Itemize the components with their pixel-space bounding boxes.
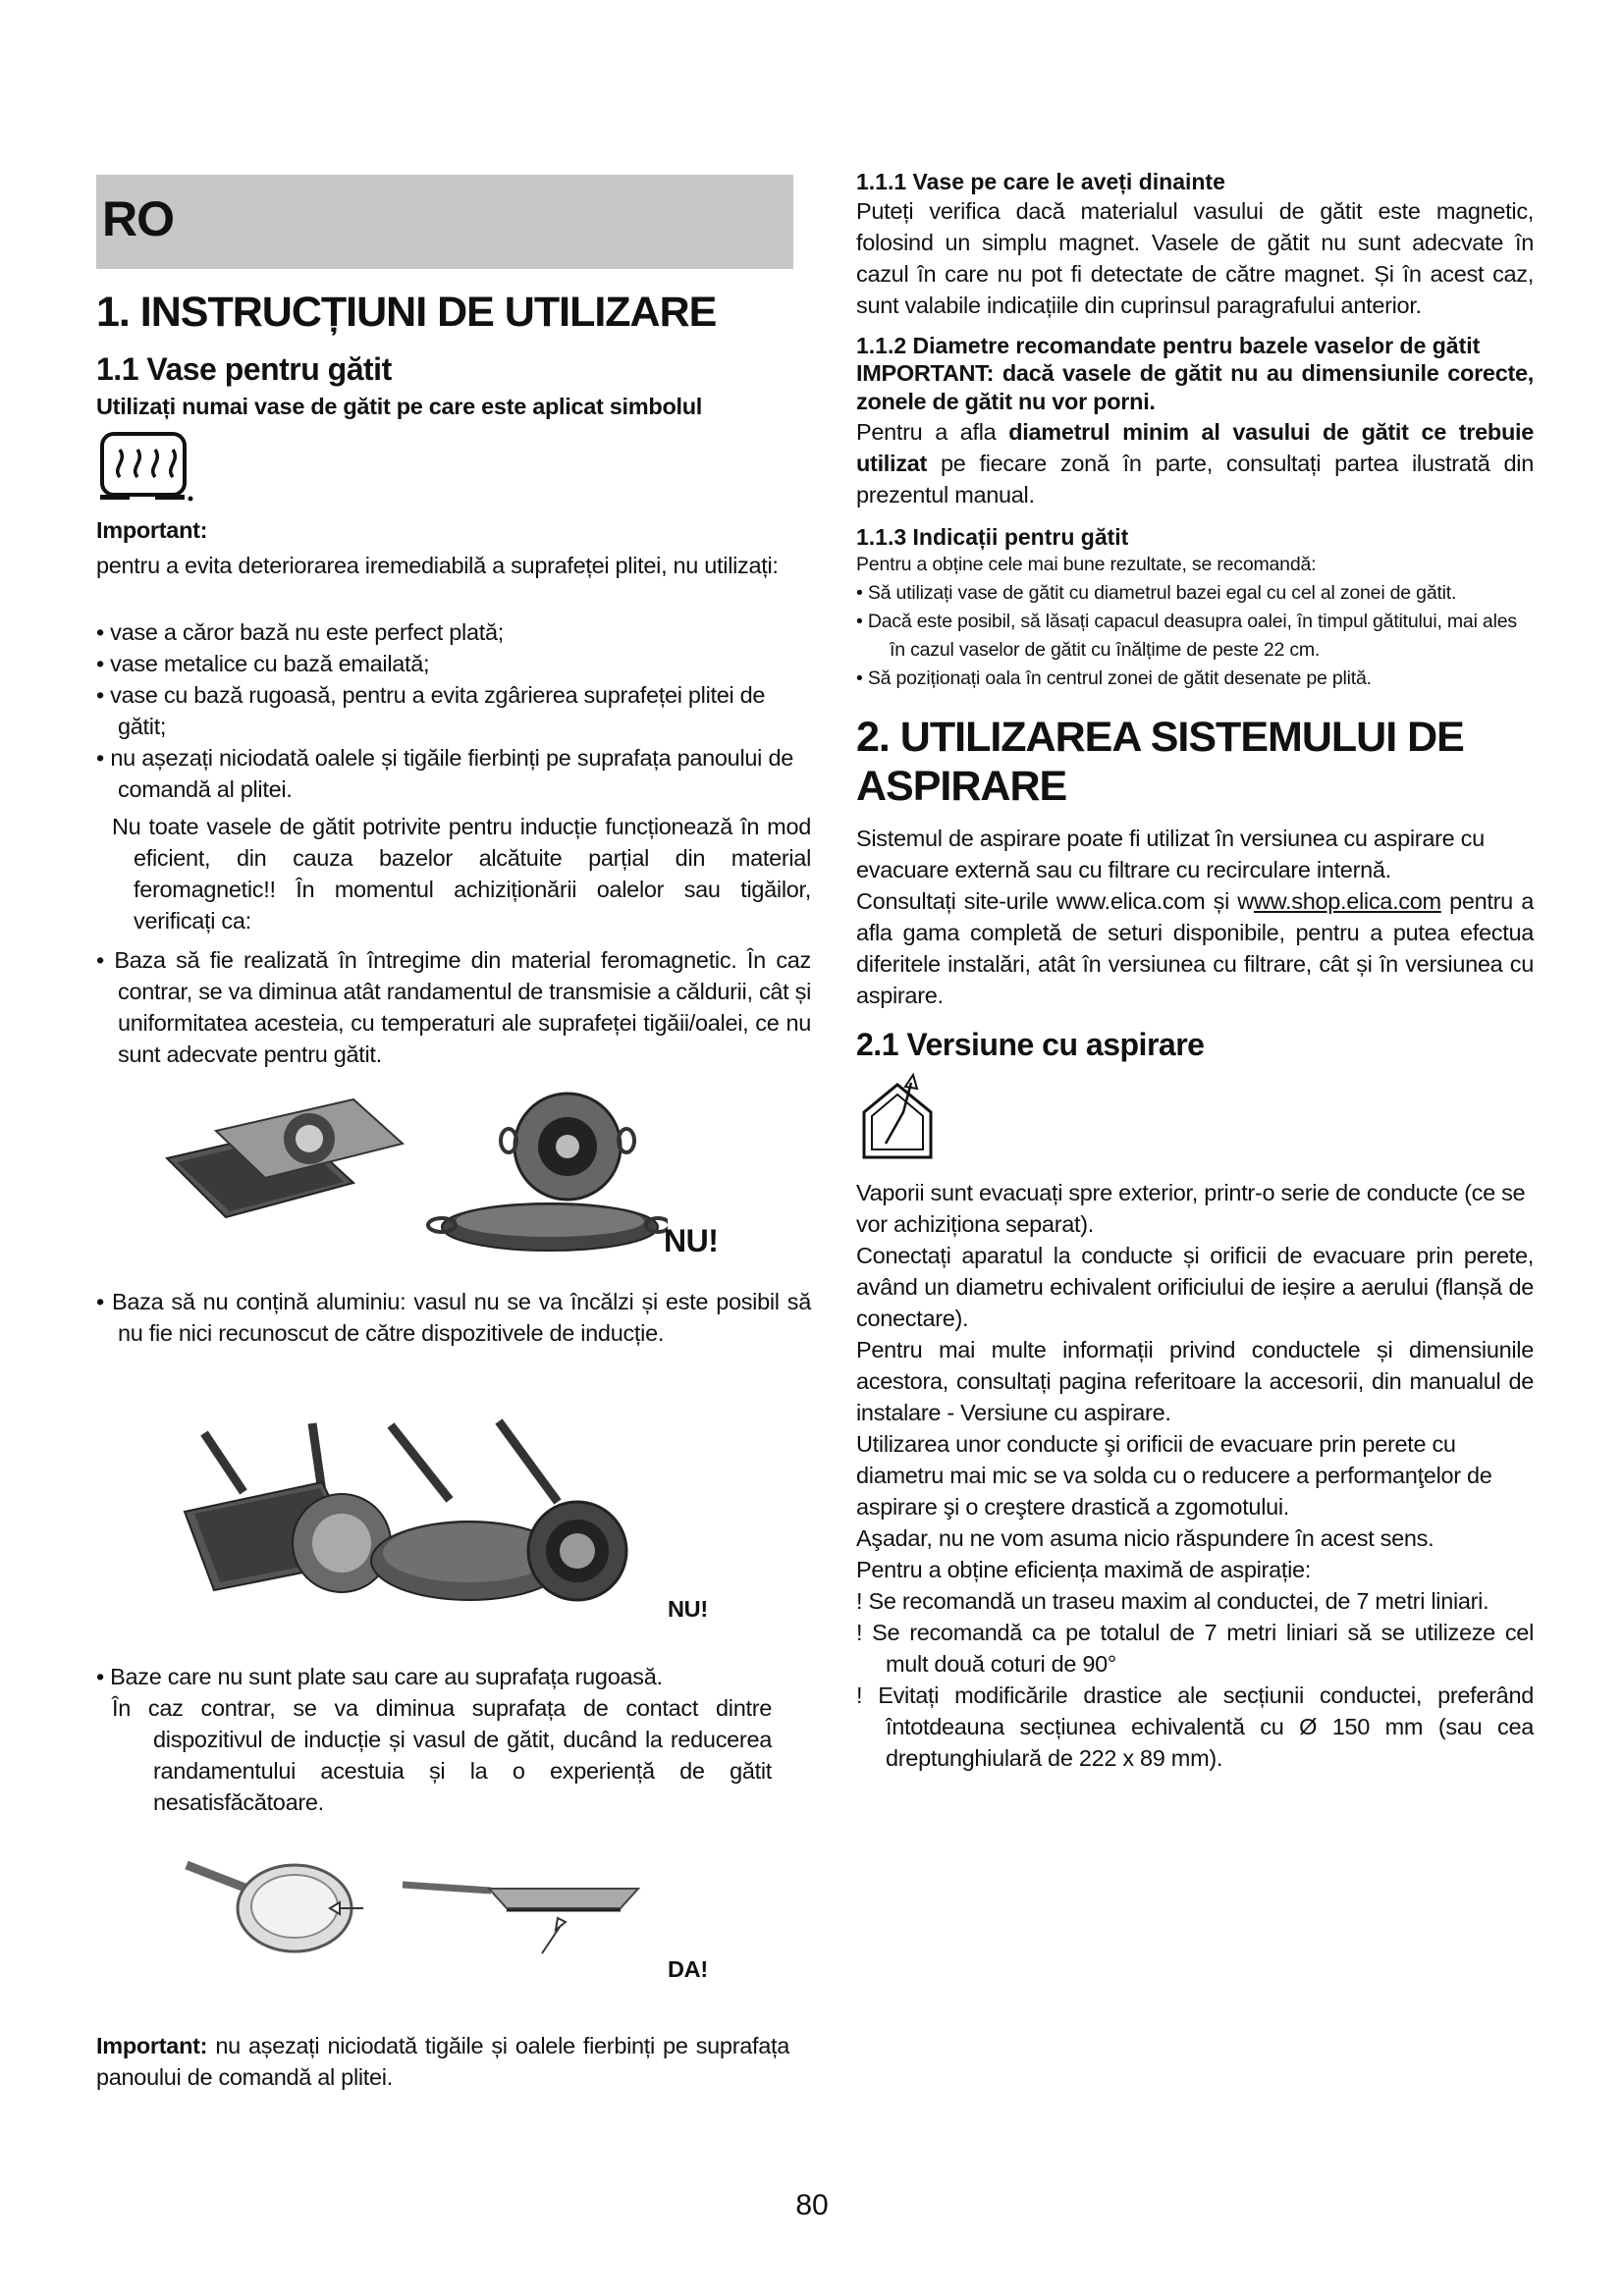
section-2-1-heading: 2.1 Versiune cu aspirare: [856, 1027, 1205, 1062]
important-label: Important:: [96, 517, 208, 543]
section-2-websites: Consultați site-urile www.elica.com și www.shop.elica.com pentru a afla gama completă de seturi disponibile, pentru a putea efectua diferitele instalări, atât în versiunea cu filtrare, cât și în versiunea cu aspirare.: [856, 888, 1534, 1008]
avoid-list: [96, 616, 793, 805]
non-ferromagnetic-cookware-illustration: [157, 1090, 668, 1256]
page-number: 80: [795, 2189, 829, 2221]
nu-label-2: NU!: [668, 1596, 708, 1622]
section-2-1-p4: Utilizarea unor conducte şi orificii de evacuare prin perete cu diametru mai mic se va solda cu o reducere a performanţelor de aspirare şi o creştere drastică a zgomotului.: [856, 1431, 1492, 1520]
flat-base-pan-illustration: [177, 1845, 658, 1973]
section-2-heading: 2. UTILIZAREA SISTEMULUI DE ASPIRARE: [856, 714, 1464, 810]
use-only-text: Utilizați numai vase de gătit pe care este aplicat simbolul: [96, 394, 703, 419]
list-item: • Să poziționați oala în centrul zonei de gătit desenate pe plită.: [856, 667, 1372, 689]
ducted-exhaust-icon: [858, 1073, 937, 1161]
important-text: pentru a evita deteriorarea iremediabilă a suprafeței plitei, nu utilizați:: [96, 553, 779, 578]
flat-base-bullet: • Baze care nu sunt plate sau care au suprafața rugoasă.: [96, 1664, 663, 1689]
flat-base-text: În caz contrar, se va diminua suprafața de contact dintre dispozitivul de inducție și vasul de gătit, ducând la reducerea randamentului acestuia și la o experiență de gătit nesatisfăcătoare.: [112, 1695, 772, 1815]
list-item: • nu așezați niciodată oalele și tigăile fierbinți pe suprafața panoului de comandă al plitei.: [96, 745, 793, 802]
list-item: • vase a căror bază nu este perfect plată;: [96, 619, 504, 645]
aluminium-pans-illustration: [175, 1414, 676, 1610]
section-2-1-p2: Conectați aparatul la conducte și orificii de evacuare prin perete, având un diametru echivalent orificiului de ieșire a aerului (flanșă de conectare).: [856, 1243, 1534, 1331]
pan-side-view-icon: [403, 1885, 638, 1953]
section-1-1-1-text: Puteți verifica dacă materialul vasului de gătit este magnetic, folosind un simplu magnet. Vasele de gătit nu sunt adecvate în cazul în care nu pot fi detectate de către magnet. Și în acest caz, sunt valabile indicațiile din cuprinsul paragrafului anterior.: [856, 198, 1534, 318]
section-2-1-p1: Vaporii sunt evacuați spre exterior, printr-o serie de conducte (ce se vor achiziționa separat).: [856, 1180, 1526, 1237]
section-1-1-1-heading: 1.1.1 Vase pe care le aveți dinainte: [856, 169, 1225, 194]
language-tag: RO: [102, 191, 174, 246]
list-item: • vase metalice cu bază emailată;: [96, 651, 430, 676]
grill-pan-icon: [185, 1423, 391, 1592]
section-1-1-3-intro: Pentru a obține cele mai bune rezultate, se recomandă:: [856, 554, 1317, 575]
list-item: ! Se recomandă un traseu maxim al conductei, de 7 metri liniari.: [856, 1588, 1489, 1614]
list-item: • vase cu bază rugoasă, pentru a evita zgârierea suprafeței plitei de gătit;: [96, 682, 766, 739]
nu-label-1: NU!: [664, 1223, 719, 1258]
section-2-1-p5: Aşadar, nu ne vom asuma nicio răspundere în acest sens.: [856, 1525, 1435, 1551]
not-all-cookware-text: Nu toate vasele de gătit potrivite pentru inducție funcționează în mod eficient, din cauza bazelor alcătuite parțial din material feromagnetic!! În momentul achiziționării oalelor sau tigăilor, verificați ca:: [112, 814, 811, 934]
section-2-intro: Sistemul de aspirare poate fi utilizat în versiunea cu aspirare cu evacuare externă sau cu filtrare cu recirculare internă.: [856, 826, 1485, 882]
list-item: • Să utilizați vase de gătit cu diametrul bazei egal cu cel al zonei de gătit.: [856, 582, 1457, 604]
final-important-label: Important:: [96, 2033, 208, 2058]
frying-pan-icon: [371, 1421, 626, 1600]
section-1-1-heading: 1.1 Vase pentru gătit: [96, 351, 392, 387]
section-1-1-2-heading: 1.1.2 Diametre recomandate pentru bazele vaselor de gătit: [856, 333, 1481, 358]
section-1-1-2-important: IMPORTANT: dacă vasele de gătit nu au dimensiunile corecte, zonele de gătit nu vor porni.: [856, 360, 1534, 414]
section-1-1-3-heading: 1.1.3 Indicații pentru gătit: [856, 524, 1129, 550]
shop-link[interactable]: ww.shop.elica.com: [1253, 888, 1441, 914]
aluminium-bullet: • Baza să nu conțină aluminiu: vasul nu se va încălzi și este posibil să nu fie nici recunoscut de către dispozitivele de inducție.: [96, 1289, 811, 1346]
base-requirement-bullet: • Baza să fie realizată în întregime din material feromagnetic. În caz contrar, se va diminua atât randamentul de transmisie a căldurii, cât și uniformitatea acesteia, cu temperaturi ale suprafeței tigăii/oalei, ce nu sunt adecvate pentru gătit.: [96, 947, 811, 1067]
section-1-1-2-text: Pentru a afla diametrul minim al vasului de gătit ce trebuie utilizat pe fiecare zonă în parte, consultați partea ilustrată din prezentul manual.: [856, 419, 1535, 507]
section-2-1-p6: Pentru a obține eficiența maximă de aspirație:: [856, 1557, 1311, 1582]
da-label: DA!: [668, 1956, 708, 1982]
grill-plate-icon: [167, 1099, 403, 1217]
right-column: [856, 169, 1534, 1774]
final-important-text: Important: nu așezați niciodată tigăile și oalele fierbinți pe suprafața panoului de comandă al plitei.: [96, 2033, 789, 2090]
paella-pan-icon: [428, 1094, 668, 1251]
section-2-1-p3: Pentru mai multe informații privind conductele și dimensiunile acestora, consultați pagina referitoare la accesorii, din manualul de instalare - Versiune cu aspirare.: [856, 1337, 1534, 1425]
pan-top-view-icon: [187, 1865, 363, 1951]
list-item: • Dacă este posibil, să lăsați capacul deasupra oalei, în timpul gătitului, mai ales în cazul vaselor de gătit cu înălțime de peste 22 cm.: [856, 611, 1517, 661]
language-header-band: [96, 175, 793, 269]
list-item: ! Evitați modificările drastice ale secțiunii conductei, preferând întotdeauna secțiunea echivalentă cu Ø 150 mm (sau cea dreptunghiulară de 222 x 89 mm).: [856, 1682, 1534, 1771]
induction-symbol-icon: [98, 428, 196, 507]
list-item: ! Se recomandă ca pe totalul de 7 metri liniari să se utilizeze cel mult două coturi de 90°: [856, 1620, 1534, 1677]
page-title: 1. INSTRUCȚIUNI DE UTILIZARE: [96, 289, 717, 336]
